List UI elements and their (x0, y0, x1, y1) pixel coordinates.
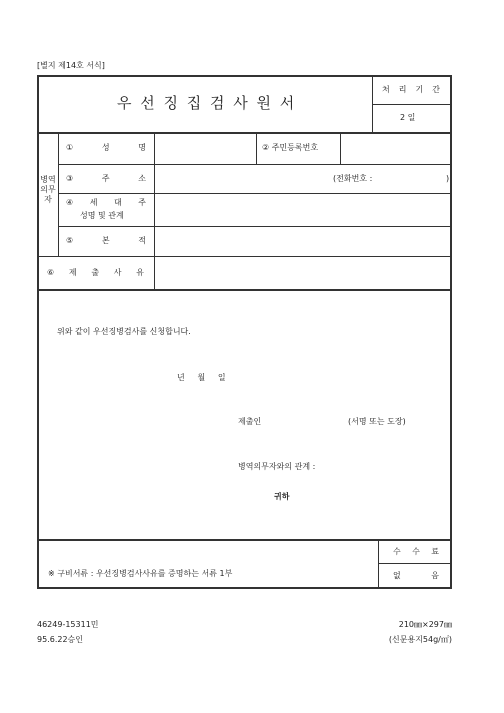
domicile-label: ⑤ 본 적 (66, 236, 146, 245)
applicant-group-label: 병역의무자 (40, 175, 56, 204)
date-line: 년 월 일 (177, 373, 226, 382)
paper-size: 210㎜×297㎜ (398, 620, 452, 629)
form-title: 우 선 징 집 검 사 원 서 (117, 94, 297, 112)
processing-period-value: 2 일 (400, 113, 416, 122)
relation-field[interactable] (335, 457, 435, 473)
address-field[interactable] (157, 167, 327, 190)
reason-field[interactable] (157, 259, 449, 287)
domicile-field[interactable] (157, 229, 449, 253)
household-head-label: ④ 세 대 주 (66, 198, 146, 207)
signature-note: (서명 또는 도장) (348, 417, 406, 426)
name-field[interactable] (157, 136, 253, 161)
application-statement: 위와 같이 우선징병검사를 신청합니다. (57, 327, 191, 336)
processing-period-label: 처 리 기 간 (382, 85, 440, 94)
form-code: 46249-15311민 (37, 620, 99, 629)
phone-label: (전화번호 : (333, 174, 373, 183)
submitter-label: 제출인 (238, 417, 262, 426)
approval-date: 95.6.22승인 (37, 635, 83, 644)
required-documents-note: ※ 구비서류 : 우선징병검사사유를 증명하는 서류 1부 (48, 569, 233, 578)
fee-value: 없 음 (393, 571, 439, 580)
relation-label: 병역의무자와의 관계 : (238, 462, 316, 471)
address-label: ③ 주 소 (66, 174, 146, 183)
household-head-field[interactable] (157, 196, 449, 223)
fee-label: 수 수 료 (393, 547, 439, 556)
rrn-label: ② 주민등록번호 (262, 143, 319, 152)
submitter-signature-field[interactable] (275, 412, 341, 428)
name-label: ① 성 명 (66, 143, 146, 152)
phone-close: ) (446, 174, 450, 183)
form-reference: [별지 제14호 서식] (37, 61, 105, 70)
rrn-field[interactable] (343, 136, 449, 161)
paper-type: (신문용지54g/㎡) (388, 635, 452, 644)
reason-label: ⑥ 제 출 사 유 (47, 268, 144, 277)
addressee: 귀하 (274, 492, 290, 501)
household-relation-label: 성명 및 관계 (80, 211, 124, 220)
